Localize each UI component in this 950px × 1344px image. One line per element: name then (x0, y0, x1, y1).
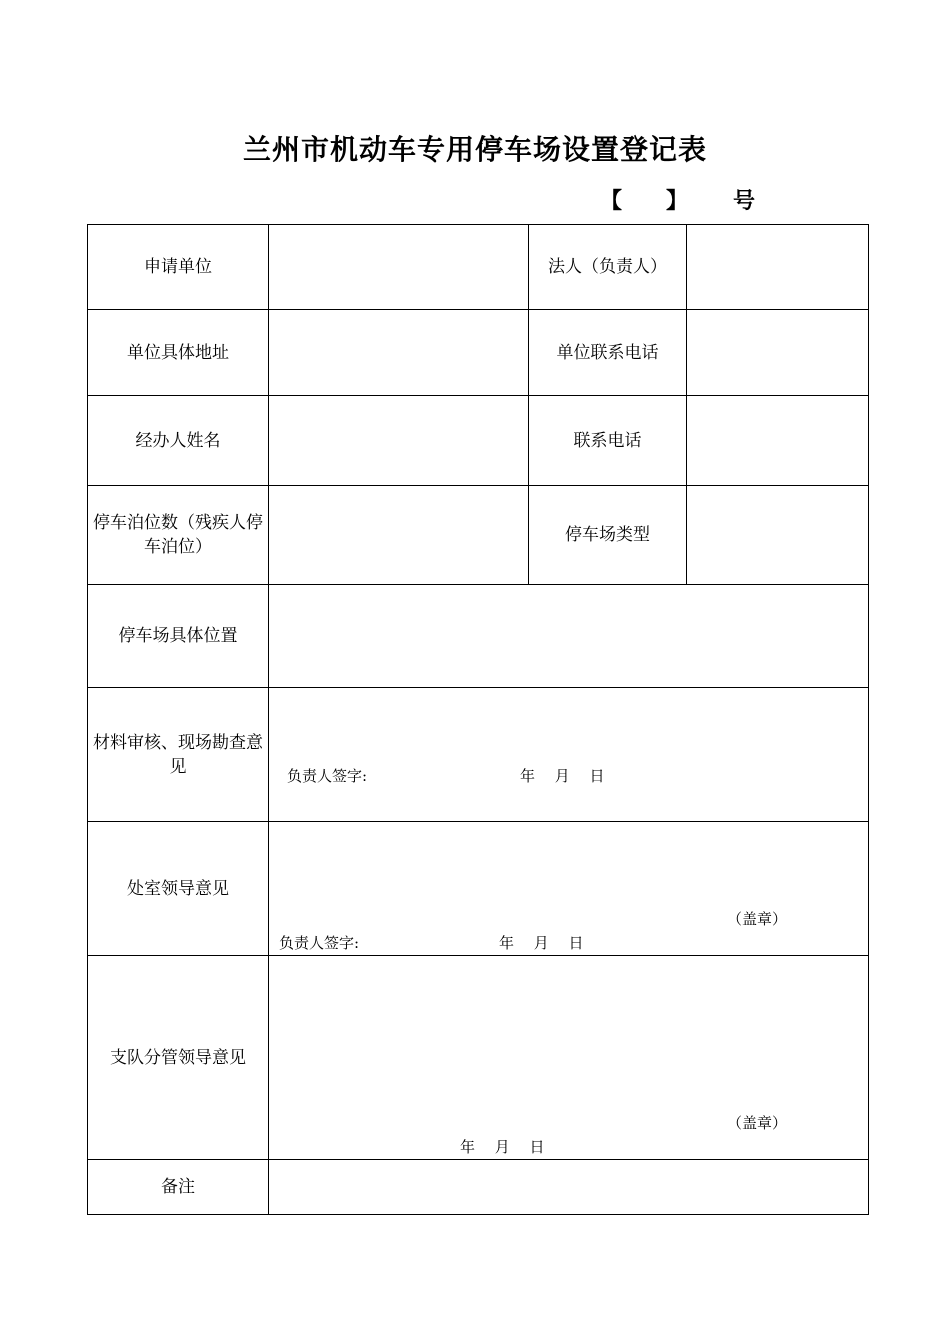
office-leader-signature-label: 负责人签字: (279, 934, 360, 952)
location-field[interactable] (269, 585, 869, 688)
detachment-leader-field[interactable] (269, 956, 869, 1160)
form-title: 兰州市机动车专用停车场设置登记表 (242, 133, 707, 166)
legal-person-field[interactable] (687, 225, 869, 310)
review-label: 材料审核、现场勘查意见 (88, 688, 269, 822)
unit-phone-field[interactable] (687, 310, 869, 396)
review-date: 年 月 日 (520, 767, 605, 785)
handler-name-label: 经办人姓名 (88, 396, 269, 486)
detachment-leader-seal: （盖章） (727, 1114, 788, 1132)
office-leader-field[interactable] (269, 822, 869, 956)
doc-number-right-bracket: 】 (666, 188, 689, 214)
table-row (88, 310, 869, 396)
applicant-label: 申请单位 (88, 225, 269, 310)
lot-type-field[interactable] (687, 486, 869, 585)
doc-number-left-bracket: 【 (600, 188, 623, 214)
office-leader-label: 处室领导意见 (88, 822, 269, 956)
remarks-label: 备注 (88, 1160, 269, 1215)
table-row (88, 396, 869, 486)
address-label: 单位具体地址 (88, 310, 269, 396)
contact-phone-label: 联系电话 (529, 396, 687, 486)
registration-table (87, 224, 869, 1215)
spaces-label: 停车泊位数（残疾人停车泊位） (88, 486, 269, 585)
applicant-field[interactable] (269, 225, 529, 310)
address-field[interactable] (269, 310, 529, 396)
review-signature-label: 负责人签字: (287, 767, 368, 785)
detachment-leader-label: 支队分管领导意见 (88, 956, 269, 1160)
table-row (88, 585, 869, 688)
remarks-field[interactable] (269, 1160, 869, 1215)
table-row (88, 822, 869, 956)
table-row (88, 688, 869, 822)
spaces-field[interactable] (269, 486, 529, 585)
review-field[interactable] (269, 688, 869, 822)
detachment-leader-date: 年 月 日 (460, 1138, 545, 1156)
doc-number-suffix: 号 (733, 188, 756, 214)
table-row (88, 486, 869, 585)
table-row (88, 956, 869, 1160)
lot-type-label: 停车场类型 (529, 486, 687, 585)
office-leader-date: 年 月 日 (499, 934, 584, 952)
legal-person-label: 法人（负责人） (529, 225, 687, 310)
unit-phone-label: 单位联系电话 (529, 310, 687, 396)
table-row (88, 1160, 869, 1215)
handler-name-field[interactable] (269, 396, 529, 486)
location-label: 停车场具体位置 (88, 585, 269, 688)
office-leader-seal: （盖章） (727, 910, 788, 928)
contact-phone-field[interactable] (687, 396, 869, 486)
table-row (88, 225, 869, 310)
